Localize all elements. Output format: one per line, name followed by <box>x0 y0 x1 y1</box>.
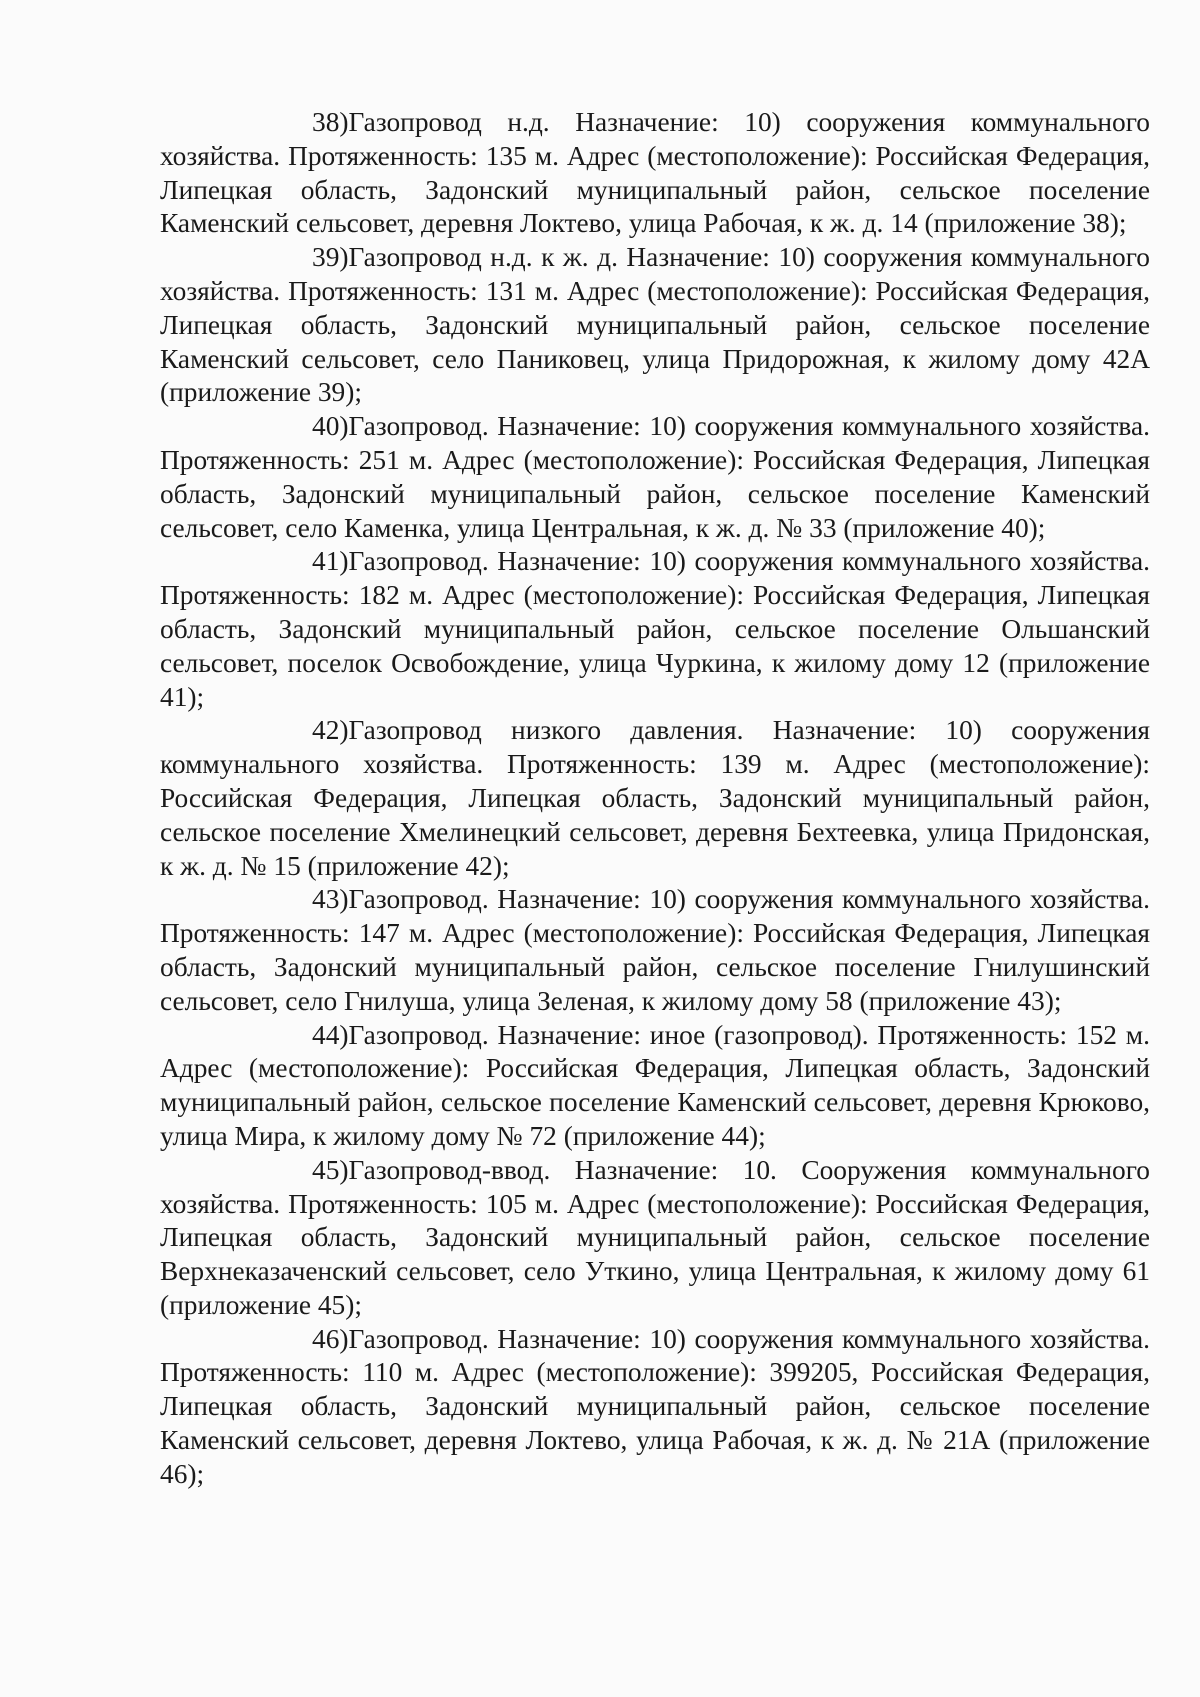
item-text: Газопровод. Назначение: 10) сооружения коммунального хозяйства. Протяженность: 110 м. Адрес (местоположение): 399205, Российская Федерация, Липецкая область, Задонский муниципальный район, сельское поселение Каменский сельсовет, деревня Локтево, улица Рабочая, к ж. д. № 21А (приложение 46); <box>160 1323 1150 1489</box>
item-text: Газопровод. Назначение: 10) сооружения коммунального хозяйства. Протяженность: 182 м. Адрес (местоположение): Российская Федерация, Липецкая область, Задонский муниципальный район, сельское поселение Ольшанский сельсовет, поселок Освобождение, улица Чуркина, к жилому дому 12 (приложение 41); <box>160 546 1150 712</box>
item-text: Газопровод-ввод. Назначение: 10. Сооружения коммунального хозяйства. Протяженность: 105 м. Адрес (местоположение): Российская Федерация, Липецкая область, Задонский муниципальный район, сельское поселение Верхнеказаченский сельсовет, село Уткино, улица Центральная, к жилому дому 61 (приложение 45); <box>160 1154 1150 1320</box>
list-item <box>160 1019 1150 1154</box>
item-number: 42) <box>312 715 349 746</box>
item-number: 38) <box>312 107 349 137</box>
item-number: 39) <box>312 242 349 273</box>
item-text: Газопровод. Назначение: 10) сооружения коммунального хозяйства. Протяженность: 251 м. Адрес (местоположение): Российская Федерация, Липецкая область, Задонский муниципальный район, сельское поселение Каменский сельсовет, село Каменка, улица Центральная, к ж. д. № 33 (приложение 40); <box>160 411 1150 543</box>
list-item <box>160 1323 1150 1492</box>
list-item <box>160 410 1150 545</box>
item-text: Газопровод н.д. Назначение: 10) сооружения коммунального хозяйства. Протяженность: 135 м. Адрес (местоположение): Российская Федерация, Липецкая область, Задонский муниципальный район, сельское поселение Каменский сельсовет, деревня Локтево, улица Рабочая, к ж. д. 14 (приложение 38); <box>160 107 1150 239</box>
item-text: Газопровод. Назначение: иное (газопровод). Протяженность: 152 м. Адрес (местоположение): Российская Федерация, Липецкая область, Задонский муниципальный район, сельское поселение Каменский сельсовет, деревня Крюково, улица Мира, к жилому дому № 72 (приложение 44); <box>160 1019 1150 1151</box>
list-item <box>160 106 1150 241</box>
item-text: Газопровод. Назначение: 10) сооружения коммунального хозяйства. Протяженность: 147 м. Адрес (местоположение): Российская Федерация, Липецкая область, Задонский муниципальный район, сельское поселение Гнилушинский сельсовет, село Гнилуша, улица Зеленая, к жилому дому 58 (приложение 43); <box>160 884 1150 1016</box>
item-text: Газопровод н.д. к ж. д. Назначение: 10) сооружения коммунального хозяйства. Протяженность: 131 м. Адрес (местоположение): Российская Федерация, Липецкая область, Задонский муниципальный район, сельское поселение Каменский сельсовет, село Паниковец, улица Придорожная, к жилому дому 42А (приложение 39); <box>160 242 1150 408</box>
item-number: 45) <box>312 1154 349 1185</box>
list-item <box>160 1154 1150 1323</box>
item-number: 44) <box>312 1019 349 1050</box>
item-text: Газопровод низкого давления. Назначение: 10) сооружения коммунального хозяйства. Протяженность: 139 м. Адрес (местоположение): Российская Федерация, Липецкая область, Задонский муниципальный район, сельское поселение Хмелинецкий сельсовет, деревня Бехтеевка, улица Придонская, к ж. д. № 15 (приложение 42); <box>160 715 1150 881</box>
list-item <box>160 714 1150 883</box>
list-item <box>160 883 1150 1018</box>
item-number: 46) <box>312 1323 349 1354</box>
list-item <box>160 241 1150 410</box>
item-number: 40) <box>312 411 349 442</box>
list-item <box>160 545 1150 714</box>
document-body <box>160 106 1150 1492</box>
item-number: 43) <box>312 884 349 915</box>
item-number: 41) <box>312 546 349 577</box>
